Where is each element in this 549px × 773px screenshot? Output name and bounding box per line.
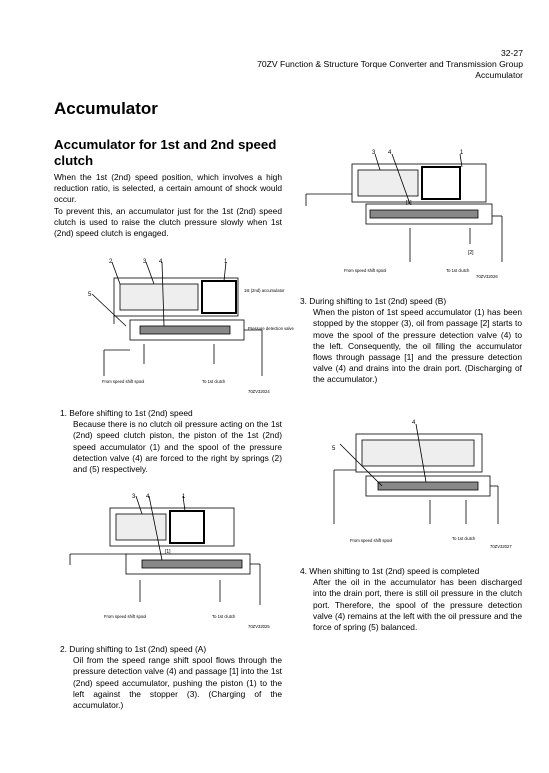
step-2-title: 2. During shifting to 1st (2nd) speed (A)	[60, 644, 207, 654]
fig1-label-4: 4	[159, 259, 163, 265]
section-name: Accumulator	[475, 70, 523, 80]
fig1-to-label: To 1st clutch	[202, 379, 226, 384]
fig1-label-1: 1	[224, 259, 228, 265]
step-1-title: 1. Before shifting to 1st (2nd) speed	[60, 408, 193, 418]
page-number: 32-27	[501, 48, 523, 58]
intro-paragraph-1: When the 1st (2nd) speed position, which involves a high reduction ratio, is selected, a certain amount of shock would occur.	[54, 172, 282, 205]
figure-4-accumulator-diagram	[330, 414, 520, 552]
fig4-label-4: 4	[412, 420, 416, 426]
fig1-label-2: 2	[109, 259, 113, 265]
fig1-label-5: 5	[88, 292, 92, 298]
fig3-to-label: To 1st clutch	[446, 268, 470, 273]
step-3-body: When the piston of 1st speed accumulator (1) has been stopped by the stopper (3), oil from passage [2] starts to move the spool of the pressure detection valve (4) to the left. Consequently, the oil filling the accumulator flows through passage [1] and the pressure detection valve (4) and drains into the drain port. (Discharging of the accumulator.)	[313, 307, 522, 385]
step-1-body: Because there is no clutch oil pressure acting on the 1st (2nd) speed clutch piston, the piston of the 1st (2nd) speed accumulator (1) and the spool of the pressure detection valve (4) are forced to the right by springs (2) and (5) respectively.	[73, 419, 282, 475]
fig4-from-label: From speed shift spool	[350, 538, 393, 543]
fig2-from-label: From speed shift spool	[104, 614, 147, 619]
fig4-code: 70ZV32027	[490, 544, 512, 549]
step-2	[60, 644, 282, 711]
step-3	[300, 296, 522, 386]
fig4-to-label: To 1st clutch	[452, 536, 476, 541]
fig2-label-3: 3	[132, 494, 136, 500]
fig2-to-label: To 1st clutch	[212, 614, 236, 619]
figure-1-accumulator-diagram	[84, 254, 294, 396]
step-1	[60, 408, 282, 475]
fig2-passage-1: [1]	[165, 549, 171, 555]
fig2-code: 70ZV32025	[248, 624, 270, 629]
fig1-valve-label: Pressure detection valve	[248, 326, 294, 331]
step-3-title: 3. During shifting to 1st (2nd) speed (B)	[300, 296, 447, 306]
fig1-from-label: From speed shift spool	[102, 379, 145, 384]
step-4-title: 4. When shifting to 1st (2nd) speed is completed	[300, 566, 480, 576]
fig3-passage-2: [2]	[468, 250, 474, 256]
fig3-code: 70ZV32026	[476, 274, 498, 279]
fig2-label-4: 4	[146, 494, 150, 500]
fig3-passage-1: [1]	[406, 200, 412, 206]
fig3-from-label: From speed shift spool	[344, 268, 387, 273]
step-4	[300, 566, 522, 633]
fig1-label-3: 3	[143, 259, 147, 265]
fig1-accumulator-label: 1st (2nd) accumulator	[244, 288, 285, 293]
page-title: Accumulator	[54, 99, 158, 118]
intro-paragraph-2: To prevent this, an accumulator just for the 1st (2nd) speed clutch is used to raise the clutch pressure slowly when 1st (2nd) speed clutch is engaged.	[54, 206, 282, 239]
manual-title: 70ZV Function & Structure Torque Converter and Transmission Group	[257, 59, 523, 69]
figure-3-accumulator-diagram	[300, 144, 510, 282]
fig2-label-1: 1	[182, 494, 186, 500]
fig4-label-5: 5	[332, 446, 336, 452]
fig3-label-3: 3	[372, 150, 376, 156]
fig1-code: 70ZV32024	[248, 389, 270, 394]
step-2-body: Oil from the speed range shift spool flows through the pressure detection valve (4) and passage [1] into the 1st (2nd) speed accumulator, pushing the piston (1) to the left against the stopper (3). (Charging of the accumulator.)	[73, 655, 282, 711]
step-4-body: After the oil in the accumulator has been discharged into the drain port, there is still oil pressure in the clutch port. Therefore, the spool of the pressure detection valve (4) remains at the left with the oil pressure and the force of spring (5) balanced.	[313, 577, 522, 633]
fig3-label-4: 4	[388, 150, 392, 156]
figure-2-accumulator-diagram	[70, 490, 280, 630]
section-heading: Accumulator for 1st and 2nd speed clutch	[54, 137, 277, 168]
fig3-label-1: 1	[460, 150, 464, 156]
